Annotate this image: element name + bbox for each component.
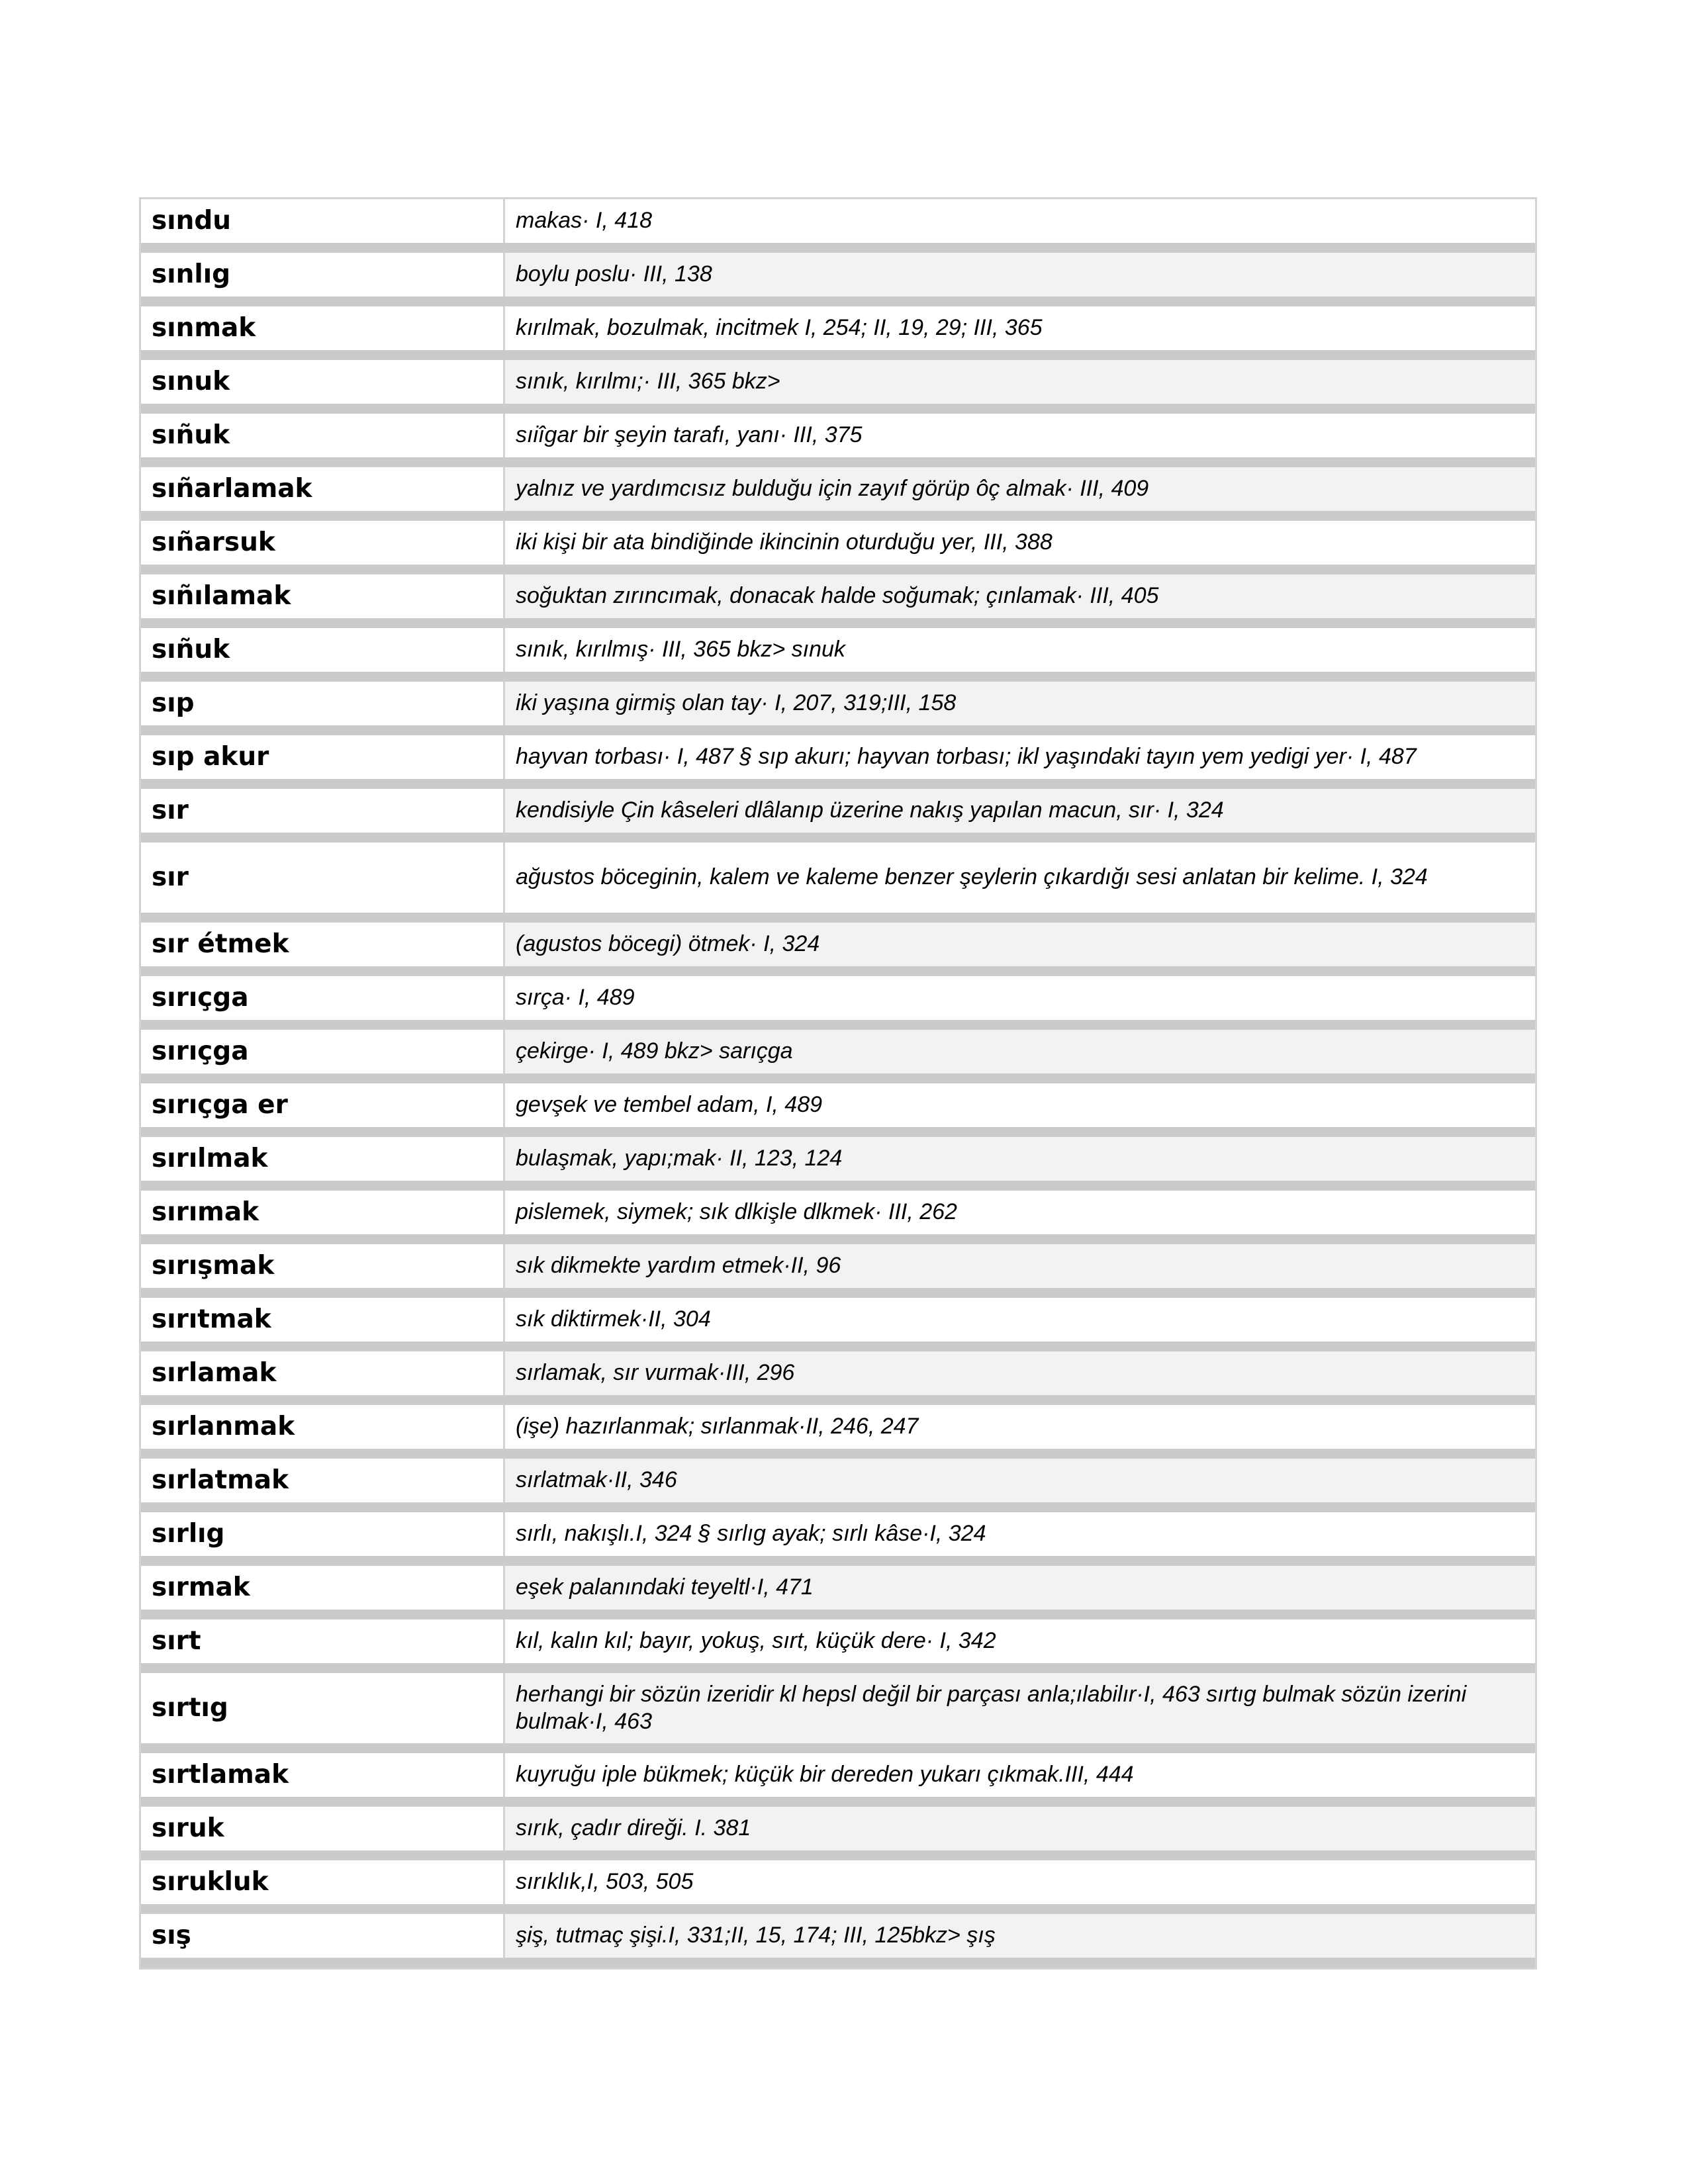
glossary-row: [141, 1137, 1535, 1191]
entry-definition: makas· I, 418: [516, 208, 652, 234]
glossary-row: [141, 682, 1535, 735]
entry-term: sındu: [141, 199, 505, 243]
glossary-row: [141, 1244, 1535, 1298]
entry-definition: ağustos böceginin, kalem ve kaleme benzer şeylerin çıkardığı sesi anlatan bir kelime. I, 324: [516, 864, 1428, 890]
entry-term: sıñuk: [141, 628, 505, 672]
entry-definition: sıiîgar bir şeyin tarafı, yanı· III, 375: [516, 422, 863, 448]
entry-term: sınmak: [141, 306, 505, 350]
entry-term: sırılmak: [141, 1137, 505, 1181]
glossary-row: [141, 789, 1535, 842]
entry-definition: gevşek ve tembel adam, I, 489: [516, 1092, 823, 1118]
entry-definition: pislemek, siymek; sık dlkişle dlkmek· III, 262: [516, 1199, 957, 1225]
entry-term: sır étmek: [141, 923, 505, 966]
entry-definition: sınık, kırılmış· III, 365 bkz> sınuk: [516, 637, 845, 662]
entry-term: sınuk: [141, 360, 505, 404]
entry-term: sınlıg: [141, 253, 505, 296]
glossary-row: [141, 923, 1535, 976]
entry-term: sırıtmak: [141, 1298, 505, 1342]
entry-definition: eşek palanındaki teyeltl·I, 471: [505, 1566, 1535, 1610]
glossary-row: [141, 1459, 1535, 1512]
entry-definition: kıl, kalın kıl; bayır, yokuş, sırt, küçük dere· I, 342: [516, 1628, 996, 1654]
entry-term: sırt: [141, 1619, 505, 1663]
glossary-row: [141, 1673, 1535, 1753]
entry-term: sıp akur: [141, 735, 505, 779]
glossary-row: [141, 628, 1535, 682]
entry-term: sırışmak: [141, 1244, 505, 1288]
glossary-row: [141, 199, 1535, 253]
glossary-row: [141, 1619, 1535, 1673]
glossary-row: [141, 1030, 1535, 1083]
glossary-row: [141, 1753, 1535, 1807]
entry-term: sırlatmak: [141, 1459, 505, 1502]
entry-term: sıñuk: [141, 414, 505, 457]
entry-term: sırtlamak: [141, 1753, 505, 1797]
glossary-row: [141, 1298, 1535, 1351]
entry-definition: kırılmak, bozulmak, incitmek I, 254; II, 19, 29; III, 365: [516, 315, 1043, 341]
glossary-row: [141, 1914, 1535, 1968]
entry-definition: sırlatmak·II, 346: [505, 1459, 1535, 1502]
glossary-row: [141, 1191, 1535, 1244]
entry-definition: soğuktan zırıncımak, donacak halde soğumak; çınlamak· III, 405: [505, 574, 1535, 618]
glossary-table: [139, 197, 1537, 1970]
entry-definition: şiş, tutmaç şişi.I, 331;II, 15, 174; III, 125bkz> şış: [505, 1914, 1535, 1958]
entry-term: sırukluk: [141, 1860, 505, 1904]
entry-term: sırlanmak: [141, 1405, 505, 1449]
entry-definition: (işe) hazırlanmak; sırlanmak·II, 246, 247: [516, 1414, 919, 1439]
entry-definition: bulaşmak, yapı;mak· II, 123, 124: [505, 1137, 1535, 1181]
entry-term: sırıçga: [141, 1030, 505, 1073]
entry-term: sırıçga: [141, 976, 505, 1020]
entry-definition: yalnız ve yardımcısız bulduğu için zayıf görüp ôç almak· III, 409: [505, 467, 1535, 511]
glossary-row: [141, 574, 1535, 628]
entry-definition: sırıklık,I, 503, 505: [516, 1869, 694, 1895]
glossary-row: [141, 1083, 1535, 1137]
glossary-row: [141, 842, 1535, 923]
entry-definition: sık diktirmek·II, 304: [516, 1306, 711, 1332]
entry-definition: sık dikmekte yardım etmek·II, 96: [505, 1244, 1535, 1288]
entry-definition: hayvan torbası· I, 487 § sıp akurı; hayvan torbası; ikl yaşındaki tayın yem yedigi yer· I, 487: [516, 744, 1417, 770]
entry-definition: boylu poslu· III, 138: [505, 253, 1535, 296]
entry-definition: sırık, çadır direği. I. 381: [505, 1807, 1535, 1850]
glossary-row: [141, 1512, 1535, 1566]
entry-term: sır: [141, 789, 505, 833]
glossary-row: [141, 976, 1535, 1030]
entry-term: sıñarsuk: [141, 521, 505, 565]
glossary-row: [141, 306, 1535, 360]
entry-definition: iki kişi bir ata bindiğinde ikincinin oturduğu yer, III, 388: [516, 529, 1053, 555]
glossary-row: [141, 1351, 1535, 1405]
entry-term: sırtıg: [141, 1673, 505, 1743]
glossary-row: [141, 1807, 1535, 1860]
entry-definition: sırlamak, sır vurmak·III, 296: [505, 1351, 1535, 1395]
glossary-row: [141, 1405, 1535, 1459]
glossary-row: [141, 414, 1535, 467]
entry-term: sırlamak: [141, 1351, 505, 1395]
entry-term: sırıçga er: [141, 1083, 505, 1127]
entry-term: sırımak: [141, 1191, 505, 1234]
entry-definition: çekirge· I, 489 bkz> sarıçga: [505, 1030, 1535, 1073]
glossary-row: [141, 253, 1535, 306]
glossary-row: [141, 735, 1535, 789]
entry-definition: sırlı, nakışlı.I, 324 § sırlıg ayak; sırlı kâse·I, 324: [516, 1521, 986, 1547]
entry-definition: sınık, kırılmı;· III, 365 bkz>: [505, 360, 1535, 404]
entry-term: sır: [141, 842, 505, 913]
entry-term: sıruk: [141, 1807, 505, 1850]
entry-term: sıñarlamak: [141, 467, 505, 511]
entry-definition: kuyruğu iple bükmek; küçük bir dereden yukarı çıkmak.III, 444: [516, 1762, 1134, 1788]
entry-definition: iki yaşına girmiş olan tay· I, 207, 319;III, 158: [505, 682, 1535, 725]
entry-definition: kendisiyle Çin kâseleri dlâlanıp üzerine nakış yapılan macun, sır· I, 324: [505, 789, 1535, 833]
glossary-row: [141, 467, 1535, 521]
glossary-row: [141, 521, 1535, 574]
entry-term: sıñılamak: [141, 574, 505, 618]
glossary-row: [141, 1566, 1535, 1619]
entry-definition: herhangi bir sözün izeridir kl hepsl değil bir parçası anla;ılabilır·I, 463 sırtıg bulmak sözün izerini bulmak·I, 463: [505, 1673, 1535, 1743]
glossary-row: [141, 360, 1535, 414]
entry-term: sıp: [141, 682, 505, 725]
entry-term: sırlıg: [141, 1512, 505, 1556]
entry-definition: sırça· I, 489: [516, 985, 635, 1011]
entry-term: sış: [141, 1914, 505, 1958]
entry-definition: (agustos böcegi) ötmek· I, 324: [505, 923, 1535, 966]
entry-term: sırmak: [141, 1566, 505, 1610]
glossary-row: [141, 1860, 1535, 1914]
